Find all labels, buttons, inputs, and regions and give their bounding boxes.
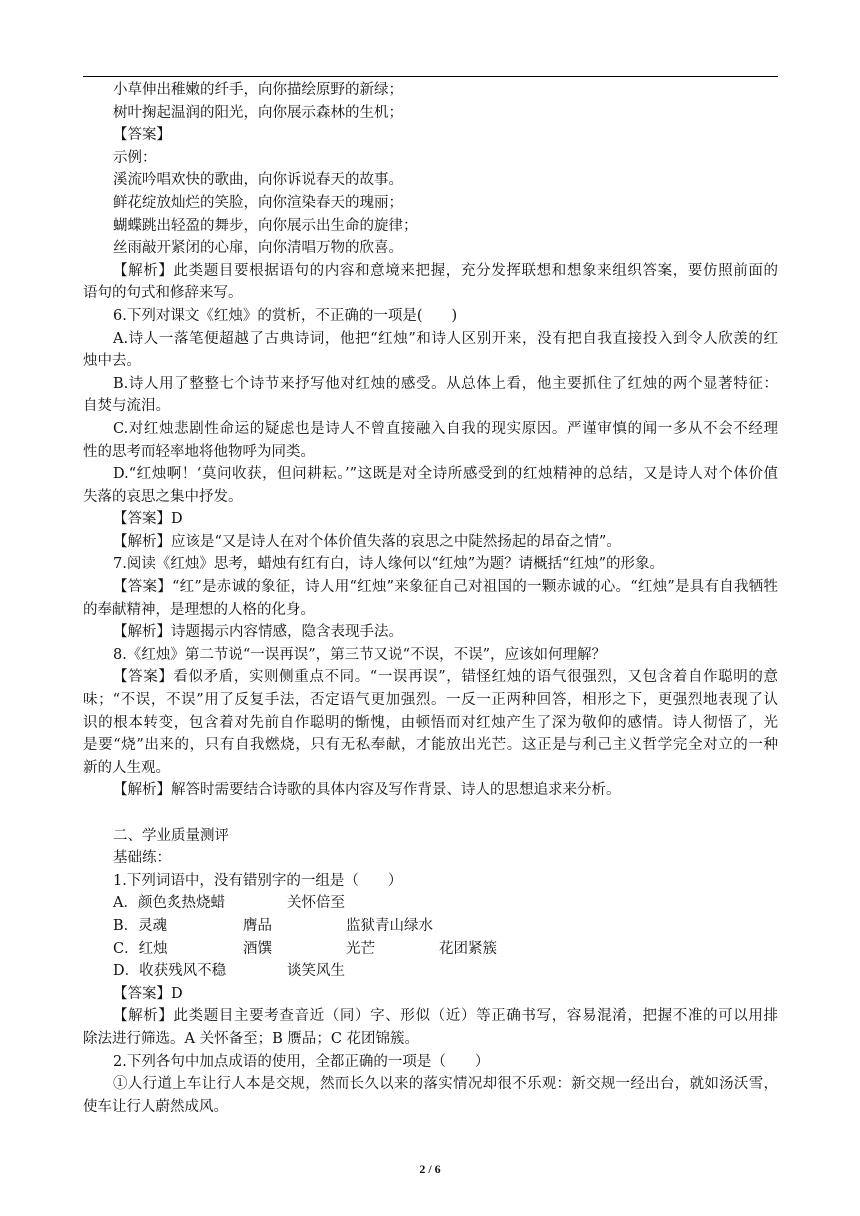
answer-line: 【答案】D: [113, 511, 183, 528]
option-d: [83, 960, 778, 983]
option-a-text-1: A．颜色炙热烧蜡: [113, 895, 225, 912]
option-d-text-1: D．收获残风不稳: [113, 963, 227, 980]
option-c-text-2: 酒馔: [243, 940, 272, 957]
text-line: 丝雨敲开紧闭的心扉，向你清唱万物的欣喜。: [113, 240, 403, 257]
text-line: 溪流吟唱欢快的歌曲，向你诉说春天的故事。: [113, 172, 403, 189]
text-line: 语句的句式和修辞来写。: [83, 285, 243, 302]
text-line: 除法进行筛选。A 关怀备至；B 赝品；C 花团锦簇。: [83, 1030, 420, 1047]
text-line: 识的根本转变，包含着对先前自作聪明的惭愧，由顿悟而对红烛产生了深为敬仰的感情。诗人彻悟了，光: [83, 714, 778, 731]
page-content: [83, 79, 778, 1118]
question-8: 8.《红烛》第二节说“一误再误”，第三节又说“不误，不误”，应该如何理解？: [113, 646, 606, 663]
question-7: 7.阅读《红烛》思考，蜡烛有红有白，诗人缘何以“红烛”为题？请概括“红烛”的形象。: [113, 556, 664, 573]
text-line: 自焚与流泪。: [83, 398, 170, 415]
option-a: [83, 892, 778, 915]
text-line: 新的人生观。: [83, 759, 170, 776]
answer-label: 【答案】: [113, 127, 171, 144]
text-line: ①人行道上车让行人本是交规，然而长久以来的落实情况却很不乐观：新交规一经出台，就如汤沃雪，: [113, 1076, 778, 1093]
text-line: 使车让行人蔚然成风。: [83, 1098, 228, 1115]
option-c-text-3: 光芒: [346, 940, 375, 957]
answer-line: 【答案】D: [113, 985, 183, 1002]
option-c: [83, 938, 778, 961]
explanation-line: 【解析】解答时需要结合诗歌的具体内容及写作背景、诗人的思想追求来分析。: [113, 782, 621, 799]
text-line: 性的思考而轻率地将他物呼为同类。: [83, 443, 315, 460]
option-c-text-4: 花团紧簇: [439, 940, 497, 957]
option-line: D.“红烛啊！‘莫问收获，但问耕耘。’”这既是对全诗所感受到的红烛精神的总结，又是诗人对个体价值: [113, 466, 778, 483]
option-b-text-2: 膺品: [243, 917, 272, 934]
option-line: A.诗人一落笔便超越了古典诗词，他把“红烛”和诗人区别开来，没有把自我直接投入到令人欣羡的红: [113, 330, 778, 347]
option-c-text-1: C．红烛: [113, 940, 168, 957]
explanation-line: 【解析】此类题目要根据语句的内容和意境来把握，充分发挥联想和想象来组织答案，要仿照前面的: [113, 262, 778, 279]
text-line: 鲜花绽放灿烂的笑脸，向你渲染春天的瑰丽；: [113, 194, 403, 211]
explanation-line: 【解析】诗题揭示内容情感，隐含表现手法。: [113, 624, 403, 641]
option-a-text-2: 关怀倍至: [287, 895, 345, 912]
text-line: 味；“不误，不误”用了反复手法，否定语气更加强烈。一反一正两种回答，相形之下，更强烈地表现了认: [83, 692, 778, 709]
text-line: 的奉献精神，是理想的人格的化身。: [83, 601, 315, 618]
text-line: 蝴蝶跳出轻盈的舞步，向你展示出生命的旋律；: [113, 217, 418, 234]
answer-line: 【答案】“红”是赤诚的象征，诗人用“红烛”来象征自己对祖国的一颗赤诚的心。“红烛”是具有自我牺牲: [113, 579, 778, 596]
question-2: 2.下列各句中加点成语的使用，全都正确的一项是（ ）: [113, 1053, 490, 1070]
explanation-line: 【解析】应该是“又是诗人在对个体价值失落的哀思之中陡然扬起的昂奋之情”。: [113, 533, 621, 550]
text-line: 小草伸出稚嫩的纤手，向你描绘原野的新绿；: [113, 82, 403, 98]
subsection-heading: 基础练：: [113, 850, 171, 867]
question-6: 6.下列对课文《红烛》的赏析，不正确的一项是( ): [113, 307, 458, 324]
text-line: 是要“烧”出来的，只有自我燃烧，只有无私奉献，才能放出光芒。这正是与利己主义哲学完全对立的一种: [83, 737, 778, 754]
text-line: 烛中去。: [83, 353, 141, 370]
text-line: 树叶掬起温润的阳光，向你展示森林的生机；: [113, 104, 403, 121]
option-line: C.对红烛悲剧性命运的疑虑也是诗人不曾直接融入自我的现实原因。严谨审慎的闻一多从不会不经理: [113, 420, 778, 437]
explanation-line: 【解析】此类题目主要考查音近（同）字、形似（近）等正确书写，容易混淆，把握不准的可以用排: [113, 1008, 778, 1025]
spacer: [83, 802, 778, 825]
option-b-text-1: B．灵魂: [113, 917, 168, 934]
option-b: [83, 915, 778, 938]
page-number: 2 / 6: [419, 1162, 441, 1176]
text-line: 示例：: [113, 149, 157, 166]
section-heading: 二、学业质量测评: [113, 827, 229, 844]
header-rule: [83, 76, 778, 77]
answer-line: 【答案】看似矛盾，实则侧重点不同。“一误再误”，错怪红烛的语气很强烈，又包含着自作聪明的意: [113, 669, 778, 686]
option-d-text-2: 谈笑风生: [287, 963, 345, 980]
option-b-text-3: 监狱青山绿水: [346, 917, 433, 934]
question-1: 1.下列词语中，没有错别字的一组是（ ）: [113, 872, 403, 889]
text-line: 失落的哀思之集中抒发。: [83, 488, 243, 505]
option-line: B.诗人用了整整七个诗节来抒写他对红烛的感受。从总体上看，他主要抓住了红烛的两个显著特征：: [113, 375, 778, 392]
